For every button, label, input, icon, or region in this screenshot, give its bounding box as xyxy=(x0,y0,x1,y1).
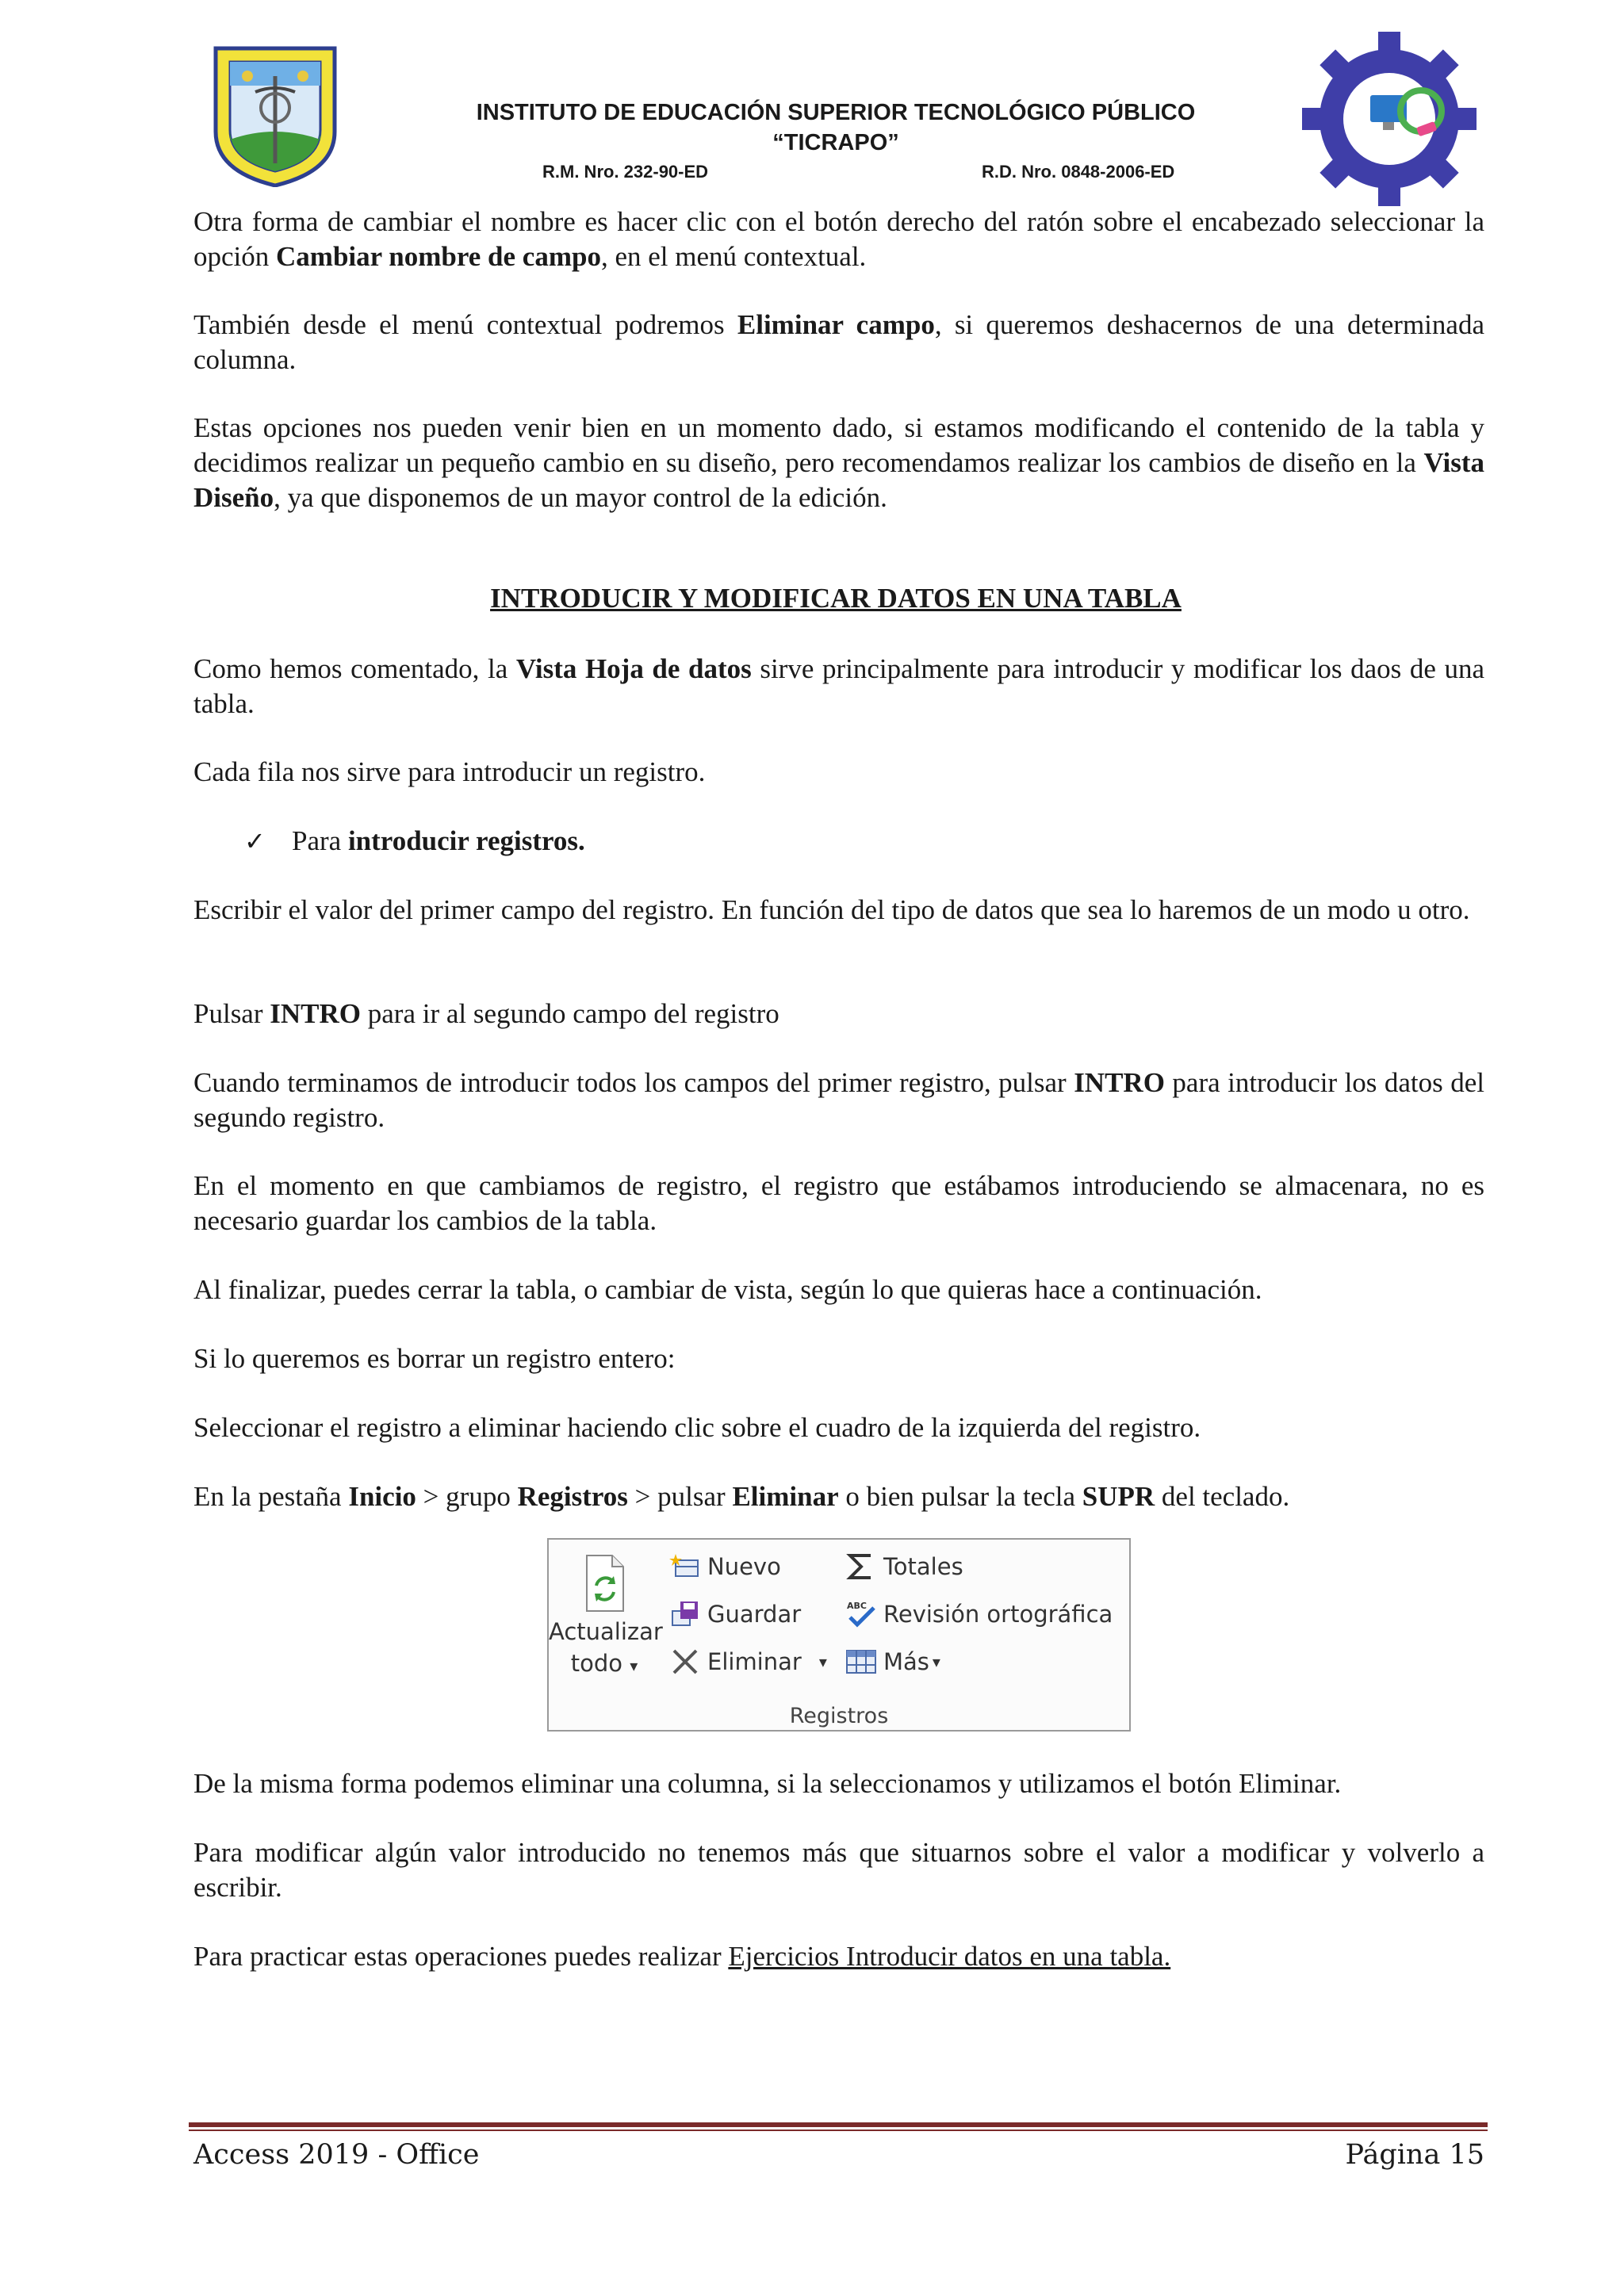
paragraph: Cada fila nos sirve para introducir un registro. xyxy=(193,756,706,787)
paragraph: Cuando terminamos de introducir todos los campos del primer registro, pulsar INTRO para introducir los datos del segundo registro. xyxy=(193,1067,1485,1133)
rd-number: R.D. Nro. 0848-2006-ED xyxy=(982,162,1175,182)
paragraph: En la pestaña Inicio > grupo Registros > pulsar Eliminar o bien pulsar la tecla SUPR del teclado. xyxy=(193,1481,1290,1512)
save-record-button[interactable]: Guardar xyxy=(669,1600,801,1628)
paragraph: En el momento en que cambiamos de registro, el registro que estábamos introduciendo se almacenara, no es necesario guardar los cambios de la tabla. xyxy=(193,1170,1484,1236)
save-icon xyxy=(669,1600,701,1628)
spelling-check-icon xyxy=(845,1600,877,1628)
new-record-button[interactable]: Nuevo xyxy=(669,1552,781,1581)
paragraph: Seleccionar el registro a eliminar haciendo clic sobre el cuadro de la izquierda del registro. xyxy=(193,1412,1201,1443)
paragraph: Estas opciones nos pueden venir bien en un momento dado, si estamos modificando el contenido de la tabla y decidimos realizar un pequeño cambio en su diseño, pero recomendamos realizar los cambios de diseño en la Vista Diseño, ya que disponemos de un mayor control de la edición. xyxy=(193,412,1484,513)
more-button[interactable]: Más ▾ xyxy=(845,1647,940,1676)
ribbon-registros-group xyxy=(547,1538,1131,1732)
delete-x-icon xyxy=(669,1647,701,1676)
paragraph: También desde el menú contextual podremos Eliminar campo, si queremos deshacernos de una determinada columna. xyxy=(193,309,1484,375)
paragraph: Pulsar INTRO para ir al segundo campo del registro xyxy=(193,998,779,1029)
bullet-item: ✓ Para introducir registros. xyxy=(244,824,585,859)
paragraph: Para modificar algún valor introducido no tenemos más que situarnos sobre el valor a modificar y volverlo a escribir. xyxy=(193,1837,1484,1903)
exercise-link[interactable]: Ejercicios Introducir datos en una tabla. xyxy=(728,1941,1171,1972)
paragraph: De la misma forma podemos eliminar una columna, si la seleccionamos y utilizamos el botón Eliminar. xyxy=(193,1768,1342,1799)
footer-divider xyxy=(189,2122,1488,2127)
paragraph: Escribir el valor del primer campo del registro. En función del tipo de datos que sea lo haremos de un modo u otro. xyxy=(193,894,1470,925)
section-heading: INTRODUCIR Y MODIFICAR DATOS EN UNA TABLA xyxy=(490,583,1182,614)
paragraph: Otra forma de cambiar el nombre es hacer clic con el botón derecho del ratón sobre el encabezado seleccionar la opción Cambiar nombre de campo, en el menú contextual. xyxy=(193,206,1484,272)
sigma-icon xyxy=(845,1552,877,1581)
page-header xyxy=(0,0,1624,206)
checkmark-icon: ✓ xyxy=(244,826,266,856)
refresh-all-button[interactable]: Actualizar todo ▾ xyxy=(549,1554,660,1682)
institution-title: INSTITUTO DE EDUCACIÓN SUPERIOR TECNOLÓGICO PÚBLICO xyxy=(476,100,1196,125)
paragraph: Al finalizar, puedes cerrar la tabla, o cambiar de vista, según lo que quieras hace a continuación. xyxy=(193,1274,1262,1305)
page-number: Página 15 xyxy=(1345,2139,1484,2171)
table-grid-icon xyxy=(845,1647,877,1676)
refresh-all-icon xyxy=(579,1554,630,1613)
paragraph: Como hemos comentado, la Vista Hoja de datos sirve principalmente para introducir y modificar los daos de una tabla. xyxy=(193,653,1484,719)
dropdown-arrow-icon[interactable]: ▾ xyxy=(818,1652,827,1671)
spelling-button[interactable]: ABC Revisión ortográfica xyxy=(847,1601,1113,1628)
footer-divider-thin xyxy=(189,2130,1488,2131)
dropdown-arrow-icon: ▾ xyxy=(630,1656,638,1675)
computacion-informatica-gear-icon xyxy=(1300,32,1483,206)
dropdown-arrow-icon: ▾ xyxy=(932,1652,940,1671)
footer-title: Access 2019 - Office xyxy=(193,2139,480,2171)
totals-button[interactable]: Totales xyxy=(845,1552,963,1581)
ribbon-group-label: Registros xyxy=(789,1704,889,1728)
rm-number: R.M. Nro. 232-90-ED xyxy=(542,162,709,182)
institution-name: “TICRAPO” xyxy=(772,130,899,155)
paragraph: Si lo queremos es borrar un registro entero: xyxy=(193,1343,676,1374)
svg-text:ABC: ABC xyxy=(847,1601,867,1611)
paragraph: Para practicar estas operaciones puedes realizar Ejercicios Introducir datos en una tabla. xyxy=(193,1941,1171,1972)
delete-record-button[interactable]: Eliminar ▾ xyxy=(669,1647,827,1676)
new-record-icon xyxy=(669,1552,701,1581)
